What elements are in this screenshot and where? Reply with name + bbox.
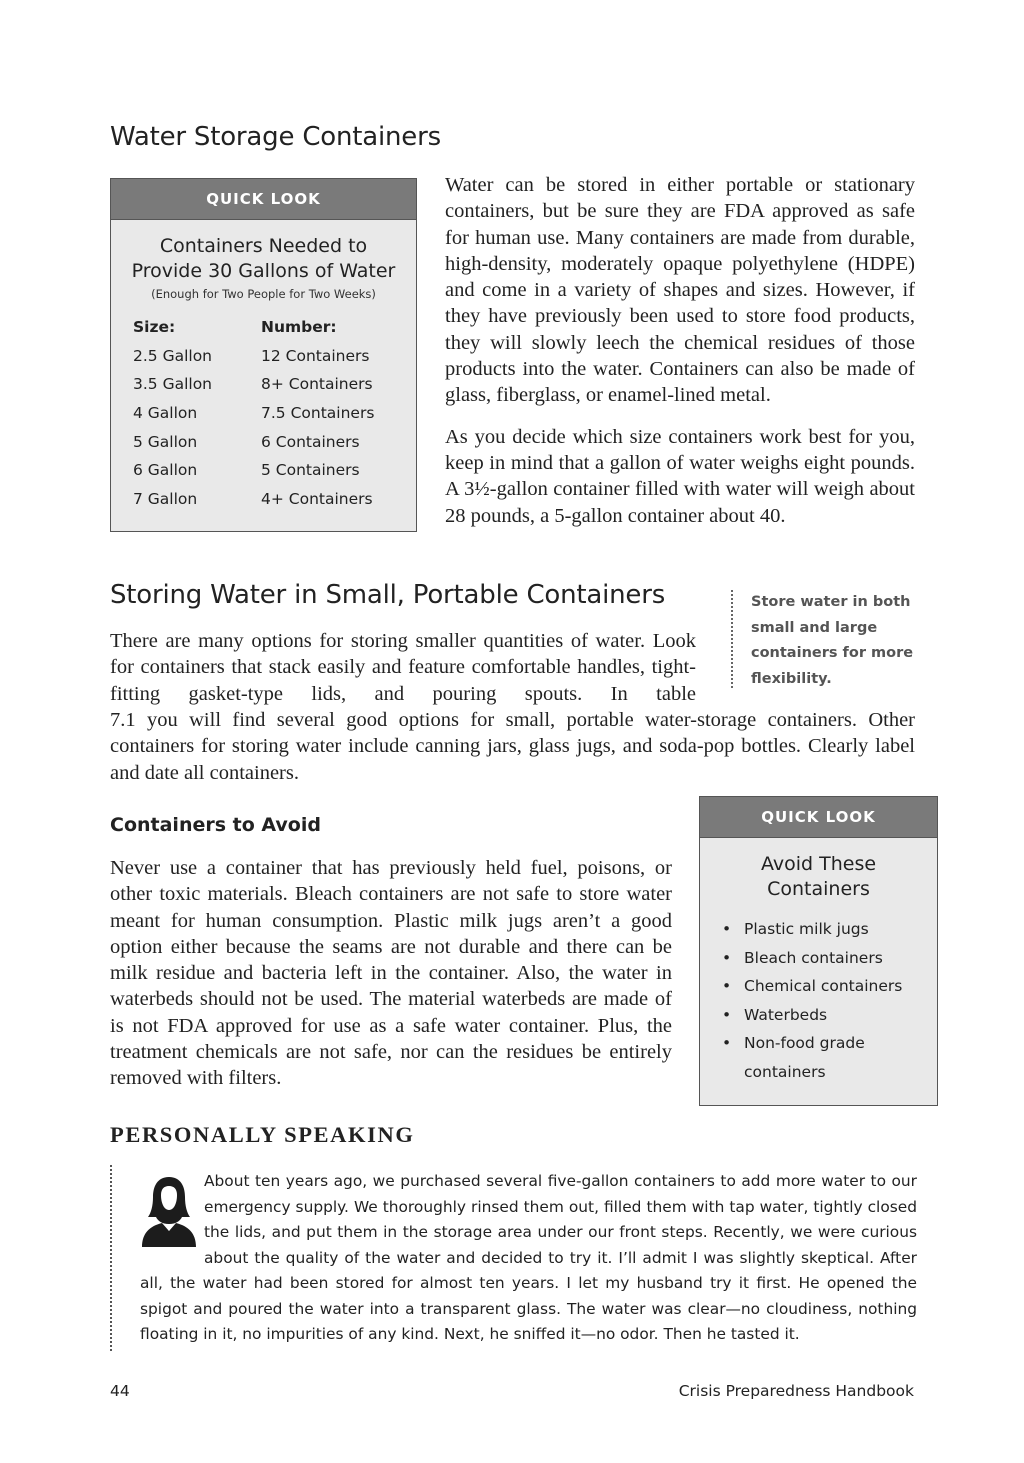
personally-speaking-box xyxy=(110,1165,917,1351)
cell-number: 8+ Containers xyxy=(261,375,373,394)
list-item-label: Waterbeds xyxy=(744,1005,828,1024)
section-title-small-containers: Storing Water in Small, Portable Containers xyxy=(110,580,666,610)
avoid-list xyxy=(700,901,937,1086)
section1-body xyxy=(445,172,915,529)
quicklook-title-line2: Provide 30 Gallons of Water xyxy=(131,259,396,282)
cell-size: 2.5 Gallon xyxy=(133,346,213,365)
bullet: • xyxy=(722,920,732,938)
column-header-size: Size: xyxy=(133,318,176,337)
subsection-title-containers-to-avoid: Containers to Avoid xyxy=(110,814,321,836)
list-item-label: Plastic milk jugs xyxy=(744,920,869,938)
cell-number: 5 Containers xyxy=(261,461,360,480)
personally-speaking-title: PERSONALLY SPEAKING xyxy=(110,1122,415,1147)
quicklook-note: (Enough for Two People for Two Weeks) xyxy=(151,287,376,301)
quicklook-box-containers-needed xyxy=(110,178,417,532)
table-row xyxy=(133,342,416,371)
table-row xyxy=(133,399,416,428)
pull-quote: Store water in both small and large containers for more flexibility. xyxy=(731,590,921,688)
person-silhouette-icon xyxy=(138,1173,200,1247)
cell-number: 4+ Containers xyxy=(261,489,373,508)
personally-speaking-body: About ten years ago, we purchased several five-gallon containers to add more water to our emergency supply. We thoroughly rinsed them out, filled them with tap water, tightly closed the lids, and put them in the storage area under our front steps. Recently, we were curious about the quality of the water and decided to try it. I’ll admit I was slightly skeptical. After all, the water had been stored for almost ten years. I let my husband try it first. He opened the spigot and poured the water into a transparent glass. The water was clear—no cloudiness, nothing floating in it, no impurities of any kind. Next, he sniffed it—no odor. Then he tasted it. xyxy=(140,1172,917,1343)
list-item-label: Chemical containers xyxy=(744,977,903,995)
book-title: Crisis Preparedness Handbook xyxy=(678,1382,914,1400)
quicklook-title-line1: Containers Needed to xyxy=(159,235,368,257)
list-item xyxy=(722,972,927,1001)
quicklook-box-avoid-containers xyxy=(699,796,938,1106)
paragraph: Never use a container that has previously held fuel, poisons, or other toxic materials. Bleach containers are not safe to store water meant for human consumption. Plastic milk jugs aren’t a good option either because the seams are not durable and there can be milk residue and bacteria left in the container. Also, the water in waterbeds should not be used. The material waterbeds are made of is not FDA approved for use as a safe water container. Plus, the treatment chemicals are not safe, nor can the residues be entirely removed with filters. xyxy=(110,857,672,1090)
list-item xyxy=(722,944,927,973)
bullet: • xyxy=(722,948,732,967)
quicklook-title-line1: Avoid These xyxy=(760,853,877,875)
page-number: 44 xyxy=(110,1382,130,1400)
column-header-number: Number: xyxy=(261,318,337,337)
cell-size: 5 Gallon xyxy=(133,432,198,451)
cell-number: 7.5 Containers xyxy=(261,404,375,423)
bullet: • xyxy=(722,1005,732,1024)
list-item xyxy=(722,1001,927,1030)
cell-size: 4 Gallon xyxy=(133,404,198,423)
list-item-label: Bleach containers xyxy=(744,948,883,967)
list-item-label: Non-food grade containers xyxy=(744,1034,865,1081)
cell-size: 3.5 Gallon xyxy=(133,375,213,394)
paragraph: 7.1 you will find several good options for small, portable water-storage containers. Other containers for storing water include canning jars, glass jugs, and soda-pop bottles. Clearly label and date all containers. xyxy=(110,709,915,784)
table-row xyxy=(133,427,416,456)
bullet: • xyxy=(722,977,732,995)
personally-speaking-text xyxy=(140,1169,917,1348)
quicklook-title-line2: Containers xyxy=(767,877,870,900)
cell-number: 6 Containers xyxy=(261,432,360,451)
list-item xyxy=(722,915,927,944)
cell-number: 12 Containers xyxy=(261,346,370,365)
bullet: • xyxy=(722,1034,732,1052)
section-title-water-storage: Water Storage Containers xyxy=(110,122,441,152)
cell-size: 6 Gallon xyxy=(133,461,198,480)
table-row xyxy=(133,485,416,514)
table-header-row xyxy=(133,313,416,342)
container-size-table xyxy=(111,301,416,513)
table-row xyxy=(133,370,416,399)
quicklook-header: QUICK LOOK xyxy=(700,797,937,838)
list-item xyxy=(722,1029,927,1086)
paragraph: There are many options for storing smaller quantities of water. Look for containers that stack easily and feature comfortable handles, tight-fitting gasket-type lids, and pouring spouts. In table xyxy=(110,630,696,705)
cell-size: 7 Gallon xyxy=(133,489,198,508)
paragraph: As you decide which size containers work best for you, keep in mind that a gallon of water weighs eight pounds. A 3½-gallon container filled with water will weigh about 28 pounds, a 5-gallon container about 40. xyxy=(445,425,915,527)
table-row xyxy=(133,456,416,485)
paragraph: Water can be stored in either portable or stationary containers, but be sure they are FDA approved as safe for human use. Many containers are made from durable, high-density, moderately opaque polyethylene (HDPE) and come in a variety of shapes and sizes. However, if they have previously been used to store food products, they will slowly leech the chemical residues of those products into the water. Containers can also be made of glass, fiberglass, or enamel-lined metal. xyxy=(445,174,915,407)
quicklook-header: QUICK LOOK xyxy=(111,179,416,220)
